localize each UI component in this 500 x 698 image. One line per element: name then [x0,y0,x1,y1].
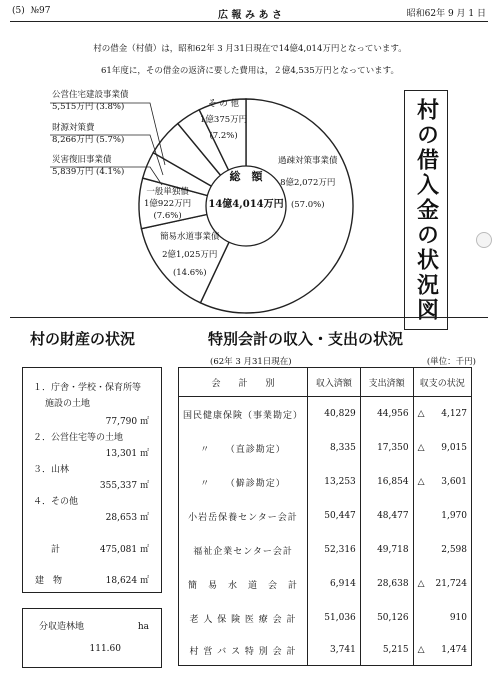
negative-mark [413,499,431,533]
page-number: (5) №97 [12,6,51,16]
property-total-label: 計 [51,545,61,555]
col-header-account: 会 計 別 [179,368,308,397]
table-row: 簡 易 水 道 会 計 6,914 28,638 △ 21,724 [179,567,472,601]
special-as-of: (62年 3 月31日現在) [210,357,292,367]
slice-label-other: そ の 他 1億375万円 (7.2%) [200,99,248,141]
table-row: 福祉企業センター会計 52,316 49,718 2,598 [179,533,472,567]
forest-label: 分収造林地 [39,622,85,632]
negative-mark: △ [413,431,431,465]
building-value: 18,624 ㎡ [105,576,149,586]
negative-mark [413,601,431,635]
property-item-1-label2: 施設の土地 [45,399,91,409]
pie-center-title: 総 額 [229,170,263,183]
section-rule [10,317,488,318]
table-row: 村 営 バ ス 特 別 会 計 3,741 5,215 △ 1,474 [179,635,472,666]
negative-mark: △ [413,465,431,499]
property-item-4-value: 28,653 ㎡ [105,513,149,523]
pie-center-total: 14億4,014万円 [208,199,284,210]
debt-section-title: 村の借入金の状況図 [404,90,448,330]
property-item-2-label: ２．公営住宅等の土地 [33,433,124,443]
special-title: 特別会計の収入・支出の状況 [208,330,404,348]
table-row: 国民健康保険（事業勘定） 40,829 44,956 △ 4,127 [179,397,472,432]
special-unit: (単位：千円) [426,357,476,367]
property-item-2-value: 13,301 ㎡ [105,449,149,459]
property-item-1-value: 77,790 ㎡ [105,417,149,427]
newsletter-title: 広 報 み あ さ [218,10,282,21]
intro-line-2: 61年度に，その借金の返済に要した費用は，２億4,535万円となっています。 [101,66,399,76]
property-title: 村の財産の状況 [30,330,136,348]
negative-mark: △ [413,567,431,601]
slice-label-finance: 財源対策費 8,266万円 (5.7%) [52,123,125,145]
slice-label-disaster: 災害復旧事業債 5,839万円 (4.1%) [52,155,125,177]
forest-box [22,608,162,668]
col-header-income: 収入済額 [308,368,361,397]
property-box [22,367,162,593]
table-row: 〃 （僻診勘定） 13,253 16,854 △ 3,601 [179,465,472,499]
negative-mark [413,533,431,567]
negative-mark: △ [413,397,431,432]
table-row: 〃 （直診勘定） 8,335 17,350 △ 9,015 [179,431,472,465]
table-row: 小岩岳保養センター会計 50,447 48,477 1,970 [179,499,472,533]
slice-label-water: 簡易水道事業債 2億1,025万円 (14.6%) [160,232,220,278]
forest-value: 111.60 [89,644,121,654]
issue-date: 昭和62年 9 月 1 日 [406,9,486,19]
property-item-3-label: ３．山林 [33,465,70,475]
property-item-3-value: 355,337 ㎡ [99,481,149,491]
property-item-1-label: １．庁舎・学校・保育所等 [33,383,142,393]
property-item-4-label: ４．その他 [33,497,79,507]
table-row: 老 人 保 険 医 療 会 計 51,036 50,126 910 [179,601,472,635]
table-header-row [179,368,472,397]
header-rule [10,21,488,22]
slice-label-depopulation: 過疎対策事業債 8億2,072万円 (57.0%) [278,156,338,210]
building-label: 建 物 [35,576,63,586]
slice-label-single: 一般単独債 1億922万円 (7.6%) [144,187,192,221]
negative-mark: △ [413,635,431,666]
property-total-value: 475,081 ㎡ [99,545,149,555]
col-header-balance: 収支の状況 [413,368,471,397]
binder-hole [476,232,492,248]
special-accounts-table [178,367,472,666]
intro-line-1: 村の借金（村債）は，昭和62年 3 月31日現在で14億4,014万円となっています。 [93,44,407,54]
col-header-expense: 支出済額 [360,368,413,397]
forest-unit: ha [137,622,149,632]
slice-label-housing: 公営住宅建設事業債 5,515万円 (3.8%) [52,90,129,112]
